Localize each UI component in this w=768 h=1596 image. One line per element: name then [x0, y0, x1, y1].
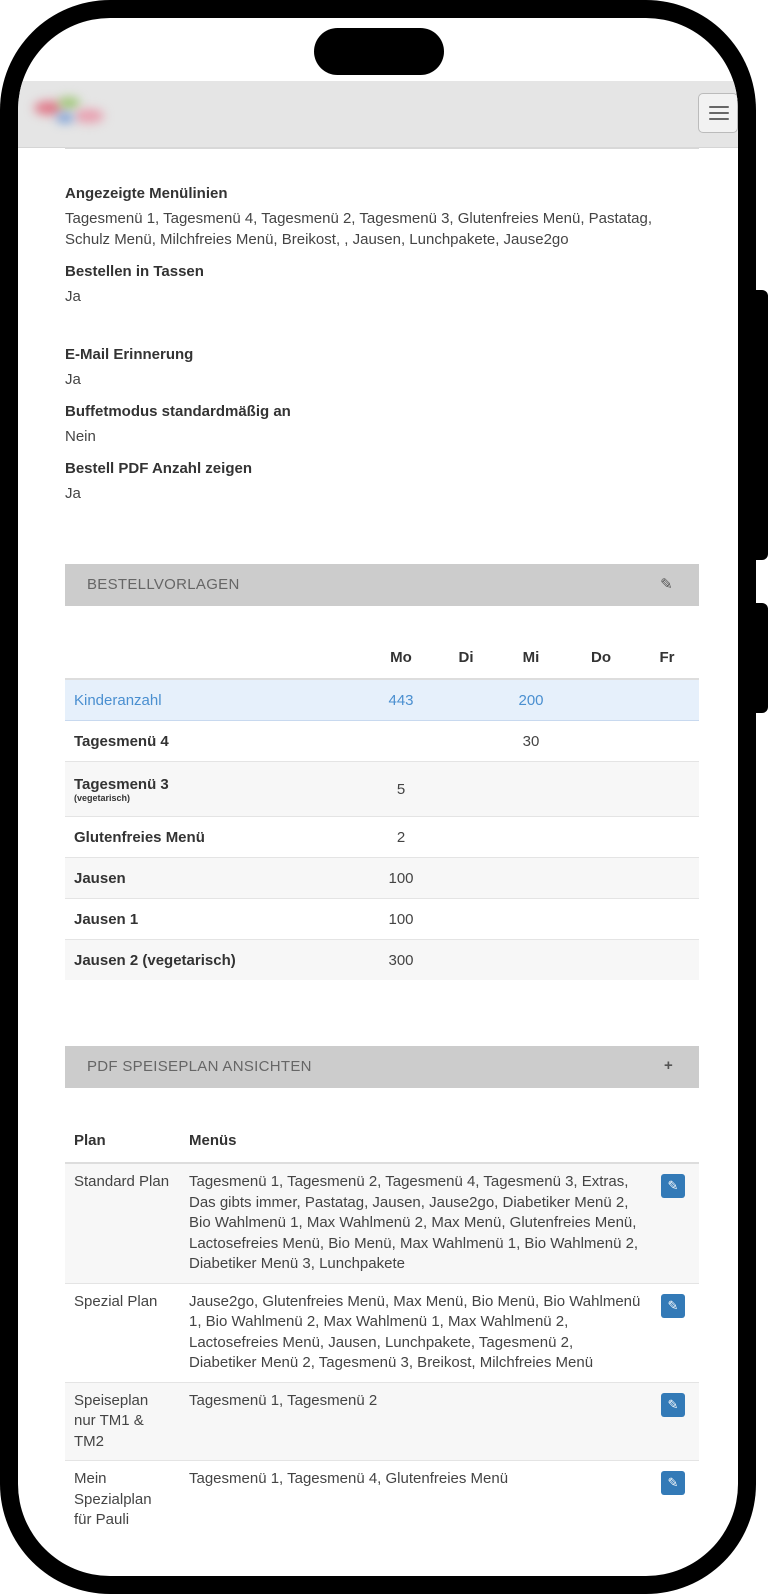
- cell-di: [437, 858, 495, 899]
- setting-value: Nein: [65, 428, 96, 445]
- table-row: [65, 817, 699, 858]
- cell-mo: 5: [365, 762, 437, 817]
- speiseplan-panel-header: [65, 1046, 699, 1088]
- pencil-icon: ✎: [667, 1475, 679, 1490]
- column-header-mo: Mo: [365, 636, 437, 679]
- cell-di: [437, 721, 495, 762]
- row-name-label: Tagesmenü 3: [74, 775, 169, 793]
- column-header-mi: Mi: [495, 636, 567, 679]
- plan-name: Standard Plan: [65, 1163, 180, 1283]
- cell-do: [567, 762, 635, 817]
- navbar: [18, 81, 738, 148]
- logo[interactable]: [28, 91, 118, 137]
- plan-name: Mein Spezialplan für Pauli: [65, 1461, 180, 1539]
- hamburger-line: [709, 118, 729, 120]
- cell-do: [567, 721, 635, 762]
- column-header-di: Di: [437, 636, 495, 679]
- plus-icon[interactable]: +: [663, 1057, 673, 1074]
- setting-pdf-count: [65, 459, 699, 504]
- row-name: Jausen 2 (vegetarisch): [65, 940, 365, 981]
- cell-di: [437, 817, 495, 858]
- edit-button[interactable]: [661, 1393, 685, 1417]
- row-name: Jausen: [65, 858, 365, 899]
- bestellvorlagen-table: [65, 636, 699, 980]
- cell-do: [567, 817, 635, 858]
- row-name: Glutenfreies Menü: [65, 817, 365, 858]
- cell-do: [567, 858, 635, 899]
- setting-value: Ja: [65, 288, 81, 305]
- table-row: [65, 940, 699, 981]
- table-row: [65, 721, 699, 762]
- column-header-do: Do: [567, 636, 635, 679]
- speiseplan-table: [65, 1118, 699, 1539]
- plan-menus: Tagesmenü 1, Tagesmenü 2, Tagesmenü 4, Tagesmenü 3, Extras, Das gibts immer, Pastatag, Jausen, Jause2go, Diabetiker Menü 2, Bio Wahlmenü 1, Max Wahlmenü 2, Max Menü, Glutenfreies Menü, Lactosefreies Menü, Bio Menü, Max Wahlmenü 1, Bio Wahlmenü 2, Diabetiker Menü 3, Lunchpakete: [180, 1163, 652, 1283]
- action-cell: [652, 1163, 699, 1283]
- pencil-icon: ✎: [667, 1396, 679, 1412]
- setting-label: Bestellen in Tassen: [65, 263, 204, 280]
- cell-di: [437, 899, 495, 940]
- setting-buffet-mode: [65, 402, 699, 447]
- plan-name: Spezial Plan: [65, 1283, 180, 1382]
- table-row: [65, 1283, 699, 1382]
- plan-menus: Tagesmenü 1, Tagesmenü 4, Glutenfreies Menü: [180, 1461, 652, 1539]
- table-row: [65, 858, 699, 899]
- cell-fr: [635, 817, 699, 858]
- setting-label: Buffetmodus standardmäßig an: [65, 403, 291, 420]
- cell-mo: [365, 721, 437, 762]
- plan-menus: Jause2go, Glutenfreies Menü, Max Menü, Bio Menü, Bio Wahlmenü 1, Bio Wahlmenü 2, Max Wahlmenü 1, Max Wahlmenü 2, Lactosefreies Menü, Jausen, Lunchpakete, Tagesmenü 2, Diabetiker Menü 2, Tagesmenü 3, Breikost, Milchfreies Menü: [180, 1283, 652, 1382]
- cell-fr: [635, 899, 699, 940]
- table-header-row: [65, 636, 699, 679]
- cell-mo: 100: [365, 858, 437, 899]
- main-content: [65, 147, 699, 1539]
- hamburger-line: [709, 112, 729, 114]
- edit-button[interactable]: [661, 1174, 685, 1198]
- plan-name: Speiseplan nur TM1 & TM2: [65, 1382, 180, 1461]
- setting-menu-lines: [65, 184, 699, 250]
- cell-do: [567, 679, 635, 721]
- table-row-kinderanzahl[interactable]: [65, 679, 699, 721]
- bestellvorlagen-panel-header: [65, 564, 699, 606]
- cell-mi: [495, 940, 567, 981]
- cell-mo: 300: [365, 940, 437, 981]
- table-header-row: [65, 1118, 699, 1163]
- cell-do: [567, 940, 635, 981]
- column-header-fr: Fr: [635, 636, 699, 679]
- edit-button[interactable]: [661, 1294, 685, 1318]
- cell-mi: [495, 762, 567, 817]
- screen: [18, 18, 738, 1576]
- settings-list: [65, 184, 699, 504]
- pencil-icon[interactable]: ✎: [660, 576, 673, 593]
- cell-mi: 200: [495, 679, 567, 721]
- cell-mi: [495, 817, 567, 858]
- cell-mi: [495, 858, 567, 899]
- setting-label: E-Mail Erinnerung: [65, 346, 194, 363]
- action-cell: [652, 1461, 699, 1539]
- column-header-menus: Menüs: [180, 1118, 652, 1163]
- table-row: [65, 899, 699, 940]
- column-header-actions: [652, 1118, 699, 1163]
- dynamic-island: [314, 28, 444, 75]
- hamburger-menu-icon: [709, 106, 729, 108]
- edit-button[interactable]: [661, 1471, 685, 1495]
- setting-label: Bestell PDF Anzahl zeigen: [65, 460, 252, 477]
- phone-side-button: [750, 290, 768, 560]
- setting-value: Ja: [65, 485, 81, 502]
- cell-do: [567, 899, 635, 940]
- cell-mo: 100: [365, 899, 437, 940]
- setting-order-cups: [65, 262, 699, 307]
- setting-label: Angezeigte Menülinien: [65, 185, 228, 202]
- panel-title: PDF SPEISEPLAN ANSICHTEN: [87, 1058, 312, 1075]
- cell-mo: 443: [365, 679, 437, 721]
- cell-mi: 30: [495, 721, 567, 762]
- setting-email-reminder: [65, 345, 699, 390]
- cell-di: [437, 940, 495, 981]
- setting-value: Ja: [65, 371, 81, 388]
- cell-mo: 2: [365, 817, 437, 858]
- row-name: Kinderanzahl: [65, 679, 365, 721]
- cell-di: [437, 762, 495, 817]
- cell-fr: [635, 762, 699, 817]
- action-cell: [652, 1382, 699, 1461]
- table-row: [65, 762, 699, 817]
- panel-title: BESTELLVORLAGEN: [87, 576, 240, 593]
- setting-value: Tagesmenü 1, Tagesmenü 4, Tagesmenü 2, Tagesmenü 3, Glutenfreies Menü, Pastatag, Schulz Menü, Milchfreies Menü, Breikost, , Jausen, Lunchpakete, Jause2go: [65, 210, 653, 248]
- cell-fr: [635, 679, 699, 721]
- cell-mi: [495, 899, 567, 940]
- divider: [65, 147, 699, 149]
- plan-menus: Tagesmenü 1, Tagesmenü 2: [180, 1382, 652, 1461]
- table-row: [65, 1382, 699, 1461]
- row-name: Jausen 1: [65, 899, 365, 940]
- cell-fr: [635, 940, 699, 981]
- pencil-icon: ✎: [667, 1297, 679, 1313]
- row-name: Tagesmenü 4: [65, 721, 365, 762]
- hamburger-menu-button[interactable]: [698, 93, 738, 133]
- cell-fr: [635, 858, 699, 899]
- table-row: [65, 1163, 699, 1283]
- cell-fr: [635, 721, 699, 762]
- row-name-sublabel: (vegetarisch): [74, 792, 131, 803]
- action-cell: [652, 1283, 699, 1382]
- pencil-icon: ✎: [667, 1178, 679, 1193]
- column-header-plan: Plan: [65, 1118, 180, 1163]
- cell-di: [437, 679, 495, 721]
- table-row: [65, 1461, 699, 1539]
- phone-side-button: [750, 603, 768, 713]
- row-name: [65, 762, 365, 817]
- column-header: [65, 636, 365, 679]
